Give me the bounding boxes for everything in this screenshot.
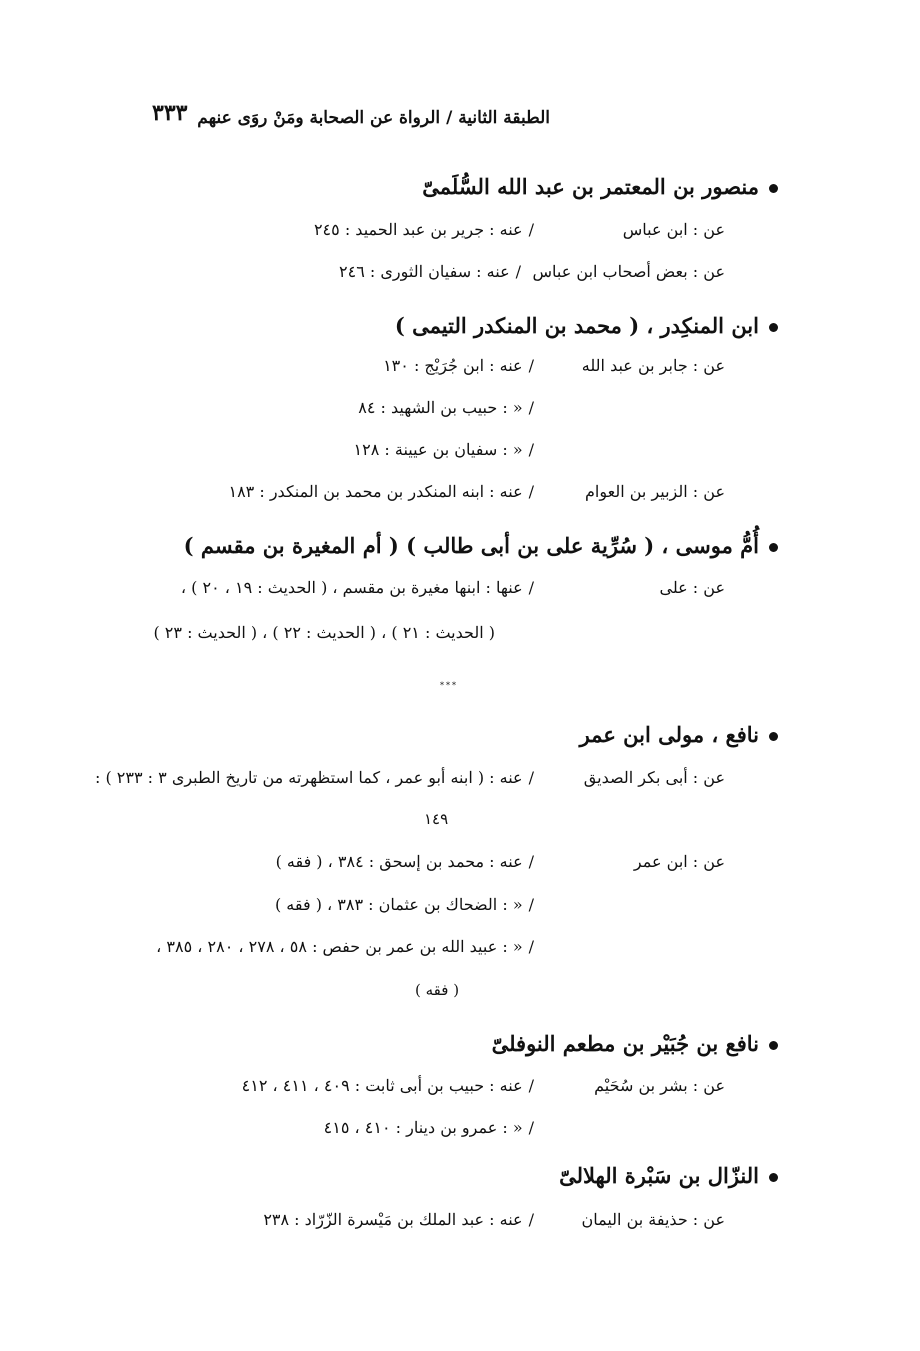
entry-name: نافع ، مولى ابن عمر bbox=[579, 722, 759, 747]
narrator-from: عن : ابن عباس bbox=[622, 220, 725, 239]
narrator-from: عن : الزبير بن العوام bbox=[584, 482, 725, 501]
narrator-to-text: عنه : ابنه المنكدر بن محمد بن المنكدر : ١٨٣ bbox=[228, 482, 523, 501]
narrator-to: /عنه : جرير بن عبد الحميد : ٢٤٥ bbox=[313, 220, 534, 239]
entry-heading bbox=[492, 1031, 778, 1056]
narrator-to: /عنه : ابنه المنكدر بن محمد بن المنكدر : ١٨٣ bbox=[228, 482, 534, 501]
entry-name: أُمُّ موسى ، ( سُرِّية على بن أبى طالب ) ( أم المغيرة بن مقسم ) bbox=[183, 533, 759, 558]
narrator-to: /« : الضحاك بن عثمان : ٣٨٣ ، ( فقه ) bbox=[274, 895, 534, 914]
narrator-to-text: عنه : ( ابنه أبو عمر ، كما استظهرته من تاريخ الطبرى ٣ : ٢٣٣ ) : bbox=[94, 768, 523, 787]
narrator-from: عن : بعض أصحاب ابن عباس bbox=[532, 262, 725, 281]
narrator-from: عن : على bbox=[659, 578, 725, 597]
bullet-icon bbox=[769, 1041, 778, 1050]
narrator-to: /عنه : عبد الملك بن مَيْسرة الزّرّاد : ٢٣٨ bbox=[263, 1210, 534, 1229]
entry-name: النزّال بن سَبْرة الهلالىّ bbox=[559, 1163, 759, 1188]
narrator-to-text: عنه : جرير بن عبد الحميد : ٢٤٥ bbox=[313, 220, 523, 239]
entry-heading bbox=[580, 722, 778, 747]
narrator-continuation: ( الحديث : ٢١ ) ، ( الحديث : ٢٢ ) ، ( الحديث : ٢٣ ) bbox=[153, 623, 495, 642]
bullet-icon bbox=[769, 543, 778, 552]
entry-name: ابن المنكِدر ، ( محمد بن المنكدر التيمى ) bbox=[394, 313, 759, 338]
page-number: ٣٣٣ bbox=[152, 100, 188, 126]
narrator-to-text: عنه : سفيان الثورى : ٢٤٦ bbox=[339, 262, 510, 281]
narrator-to-text: عنه : ابن جُرَيْج : ١٣٠ bbox=[383, 356, 523, 375]
entry-heading bbox=[184, 533, 778, 558]
narrator-to-text: « : سفيان بن عيينة : ١٢٨ bbox=[353, 440, 523, 459]
narrator-to-text: عنه : محمد بن إسحق : ٣٨٤ ، ( فقه ) bbox=[275, 852, 523, 871]
narrator-to-text: « : عمرو بن دينار : ٤١٠ ، ٤١٥ bbox=[323, 1118, 523, 1137]
narrator-from: عن : ابن عمر bbox=[633, 852, 725, 871]
narrator-from: عن : أبى بكر الصديق bbox=[583, 768, 725, 787]
narrator-from: عن : بشر بن سُحَيْم bbox=[594, 1076, 725, 1095]
narrator-to-text: عنه : حبيب بن أبى ثابت : ٤٠٩ ، ٤١١ ، ٤١٢ bbox=[241, 1076, 523, 1095]
narrator-to: /« : عمرو بن دينار : ٤١٠ ، ٤١٥ bbox=[323, 1118, 534, 1137]
entry-heading bbox=[395, 313, 778, 338]
narrator-to: /« : عبيد الله بن عمر بن حفص : ٥٨ ، ٢٧٨ ، ٢٨٠ ، ٣٨٥ ، bbox=[156, 937, 534, 956]
narrator-from: عن : حذيفة بن اليمان bbox=[581, 1210, 725, 1229]
entry-heading bbox=[422, 174, 778, 199]
narrator-to: /عنه : ( ابنه أبو عمر ، كما استظهرته من تاريخ الطبرى ٣ : ٢٣٣ ) : bbox=[94, 768, 534, 787]
entry-name: نافع بن جُبَيْر بن مطعم النوفلىّ bbox=[491, 1031, 759, 1056]
narrator-to-text: « : عبيد الله بن عمر بن حفص : ٥٨ ، ٢٧٨ ، ٢٨٠ ، ٣٨٥ ، bbox=[156, 937, 523, 956]
narrator-to-text: « : حبيب بن الشهيد : ٨٤ bbox=[358, 398, 523, 417]
section-separator: *** bbox=[440, 681, 458, 690]
narrator-to: /عنها : ابنها مغيرة بن مقسم ، ( الحديث : ١٩ ، ٢٠ ) ، bbox=[180, 578, 534, 597]
narrator-to-text: عنها : ابنها مغيرة بن مقسم ، ( الحديث : ١٩ ، ٢٠ ) ، bbox=[180, 578, 523, 597]
bullet-icon bbox=[769, 1173, 778, 1182]
narrator-continuation: ( فقه ) bbox=[415, 981, 460, 999]
narrator-to-text: عنه : عبد الملك بن مَيْسرة الزّرّاد : ٢٣٨ bbox=[263, 1210, 523, 1229]
entry-name: منصور بن المعتمر بن عبد الله السُّلَمىّ bbox=[422, 174, 759, 199]
narrator-to: /عنه : سفيان الثورى : ٢٤٦ bbox=[339, 262, 521, 281]
narrator-to: /عنه : حبيب بن أبى ثابت : ٤٠٩ ، ٤١١ ، ٤١٢ bbox=[241, 1076, 534, 1095]
bullet-icon bbox=[769, 732, 778, 741]
narrator-from: عن : جابر بن عبد الله bbox=[581, 356, 725, 375]
narrator-to: /« : سفيان بن عيينة : ١٢٨ bbox=[353, 440, 534, 459]
narrator-to: /عنه : محمد بن إسحق : ٣٨٤ ، ( فقه ) bbox=[275, 852, 534, 871]
running-header-title: الطبقة الثانية / الرواة عن الصحابة ومَنْ روَى عنهم bbox=[197, 108, 550, 128]
narrator-continuation: ١٤٩ bbox=[424, 810, 449, 828]
narrator-to-text: « : الضحاك بن عثمان : ٣٨٣ ، ( فقه ) bbox=[274, 895, 523, 914]
bullet-icon bbox=[769, 184, 778, 193]
bullet-icon bbox=[769, 323, 778, 332]
narrator-to: /« : حبيب بن الشهيد : ٨٤ bbox=[358, 398, 534, 417]
narrator-to: /عنه : ابن جُرَيْج : ١٣٠ bbox=[383, 356, 534, 375]
entry-heading bbox=[559, 1163, 778, 1188]
